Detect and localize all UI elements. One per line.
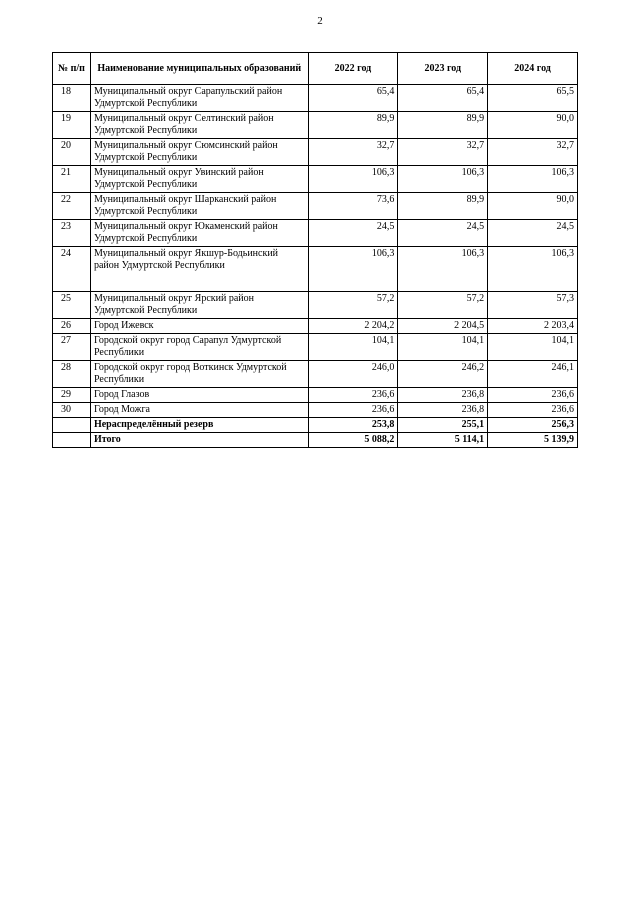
row-number: 25 [53,292,91,319]
municipality-name: Муниципальный округ Сарапульский район Удмуртской Республики [90,85,308,112]
total-value-2023: 5 114,1 [398,433,488,448]
value-2024: 24,5 [488,220,578,247]
value-2024: 106,3 [488,247,578,292]
reserve-label: Нераспределённый резерв [90,418,308,433]
value-2024: 236,6 [488,403,578,418]
value-2024: 106,3 [488,166,578,193]
municipality-name: Город Глазов [90,388,308,403]
header-municipality: Наименование муниципальных образований [90,53,308,85]
municipality-name: Город Можга [90,403,308,418]
row-number: 28 [53,361,91,388]
table-row [53,319,578,334]
value-2024: 104,1 [488,334,578,361]
municipality-name: Муниципальный округ Юкаменский район Удмуртской Республики [90,220,308,247]
municipality-name: Муниципальный округ Сюмсинский район Удмуртской Республики [90,139,308,166]
value-2023: 32,7 [398,139,488,166]
value-2023: 236,8 [398,388,488,403]
value-2023: 65,4 [398,85,488,112]
value-2024: 90,0 [488,112,578,139]
row-number: 29 [53,388,91,403]
row-number-empty [53,418,91,433]
municipality-name: Муниципальный округ Увинский район Удмуртской Республики [90,166,308,193]
table-row [53,403,578,418]
value-2024: 2 203,4 [488,319,578,334]
value-2024: 32,7 [488,139,578,166]
table-row [53,139,578,166]
value-2024: 90,0 [488,193,578,220]
value-2024: 57,3 [488,292,578,319]
page-number: 2 [317,15,323,27]
municipality-name: Муниципальный округ Якшур-Бодьинский район Удмуртской Республики [90,247,308,292]
table-row [53,193,578,220]
row-number: 30 [53,403,91,418]
value-2023: 2 204,5 [398,319,488,334]
value-2023: 89,9 [398,193,488,220]
value-2023: 236,8 [398,403,488,418]
value-2022: 104,1 [308,334,398,361]
value-2024: 236,6 [488,388,578,403]
table-row [53,361,578,388]
total-value-2022: 5 088,2 [308,433,398,448]
value-2022: 2 204,2 [308,319,398,334]
table-row [53,334,578,361]
value-2024: 65,5 [488,85,578,112]
value-2022: 89,9 [308,112,398,139]
table-body [53,85,578,448]
value-2023: 106,3 [398,247,488,292]
municipality-name: Городской округ город Сарапул Удмуртской Республики [90,334,308,361]
municipality-name: Город Ижевск [90,319,308,334]
value-2023: 24,5 [398,220,488,247]
row-number: 21 [53,166,91,193]
reserve-row [53,418,578,433]
municipality-name: Муниципальный округ Селтинский район Удмуртской Республики [90,112,308,139]
table-row [53,112,578,139]
value-2023: 57,2 [398,292,488,319]
value-2022: 32,7 [308,139,398,166]
header-number: № п/п [53,53,91,85]
reserve-value-2023: 255,1 [398,418,488,433]
value-2023: 104,1 [398,334,488,361]
row-number: 26 [53,319,91,334]
row-number: 19 [53,112,91,139]
total-row [53,433,578,448]
header-2023: 2023 год [398,53,488,85]
value-2023: 89,9 [398,112,488,139]
value-2022: 236,6 [308,388,398,403]
header-2024: 2024 год [488,53,578,85]
table-row [53,166,578,193]
table-row [53,388,578,403]
row-number: 22 [53,193,91,220]
value-2023: 106,3 [398,166,488,193]
value-2023: 246,2 [398,361,488,388]
table-row [53,247,578,292]
table-header-row [53,53,578,85]
table-row [53,85,578,112]
row-number: 23 [53,220,91,247]
municipality-name: Муниципальный округ Шарканский район Удмуртской Республики [90,193,308,220]
header-2022: 2022 год [308,53,398,85]
value-2022: 236,6 [308,403,398,418]
value-2022: 73,6 [308,193,398,220]
value-2022: 106,3 [308,166,398,193]
row-number-empty [53,433,91,448]
value-2022: 24,5 [308,220,398,247]
value-2022: 106,3 [308,247,398,292]
municipality-name: Городской округ город Воткинск Удмуртской Республики [90,361,308,388]
reserve-value-2022: 253,8 [308,418,398,433]
table-row [53,220,578,247]
row-number: 27 [53,334,91,361]
reserve-value-2024: 256,3 [488,418,578,433]
allocation-table [52,52,578,448]
value-2022: 57,2 [308,292,398,319]
municipality-name: Муниципальный округ Ярский район Удмуртской Республики [90,292,308,319]
row-number: 20 [53,139,91,166]
row-number: 18 [53,85,91,112]
value-2022: 246,0 [308,361,398,388]
value-2022: 65,4 [308,85,398,112]
table-row [53,292,578,319]
row-number: 24 [53,247,91,292]
total-label: Итого [90,433,308,448]
value-2024: 246,1 [488,361,578,388]
total-value-2024: 5 139,9 [488,433,578,448]
